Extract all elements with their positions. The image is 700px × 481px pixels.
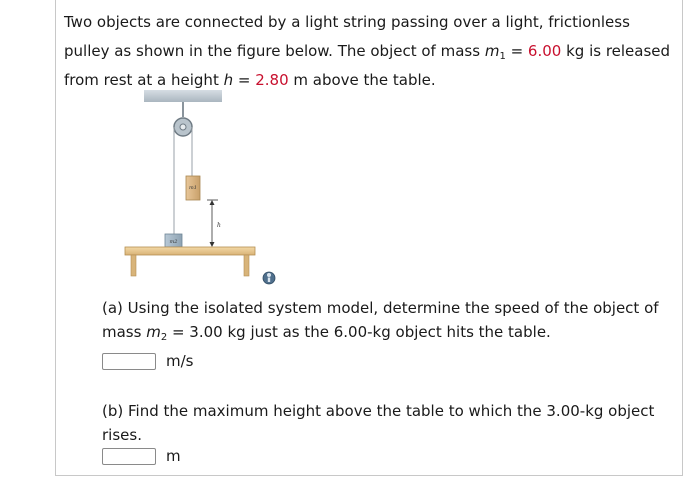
problem-text-3: m above the table. <box>288 71 436 89</box>
part-a-unit: m/s <box>166 352 194 370</box>
h-value: 2.80 <box>255 71 289 89</box>
ceiling <box>144 90 222 102</box>
table-leg-right <box>244 255 249 276</box>
part-b-text: (b) Find the maximum height above the table to which the 3.00-kg object rises. <box>102 402 655 444</box>
m2-label: m2 <box>169 239 178 245</box>
part-a-text: (a) Using the isolated system model, determine the speed of the object of mass <box>102 299 659 341</box>
part-a-answer-input[interactable] <box>102 353 156 370</box>
part-b-question <box>102 399 677 447</box>
table-top <box>125 247 255 255</box>
part-b-unit: m <box>166 447 181 465</box>
part-a-question <box>102 296 677 344</box>
pulley-hub <box>180 124 186 130</box>
m1-subscript: 1 <box>499 51 506 62</box>
info-icon[interactable] <box>263 272 275 284</box>
m1-value: 6.00 <box>527 42 562 60</box>
height-arrow-top <box>210 200 215 205</box>
m1-label: m1 <box>189 185 197 191</box>
m2-subscript: 2 <box>160 332 168 343</box>
m2-symbol: m <box>146 323 161 341</box>
part-a-text-2: = 3.00 kg just as the 6.00-kg object hits the table. <box>167 323 551 341</box>
problem-text: Two objects are connected by a light string passing over a light, frictionless pulley as shown in the figure below. The object of mass <box>64 13 630 60</box>
height-arrow-bottom <box>210 242 215 247</box>
problem-text-2: kg is released from rest at a height <box>64 42 671 89</box>
h-label: h <box>217 222 221 229</box>
table-leg-left <box>131 255 136 276</box>
equals-sign: = <box>505 42 528 60</box>
equals-sign-2: = <box>233 71 256 89</box>
m1-symbol: m <box>484 42 500 60</box>
problem-statement <box>64 8 674 95</box>
atwood-machine-figure <box>120 84 295 289</box>
part-a-answer-row <box>102 352 193 370</box>
h-symbol: h <box>223 71 234 89</box>
part-b-answer-row <box>102 447 181 465</box>
part-b-answer-input[interactable] <box>102 448 156 465</box>
